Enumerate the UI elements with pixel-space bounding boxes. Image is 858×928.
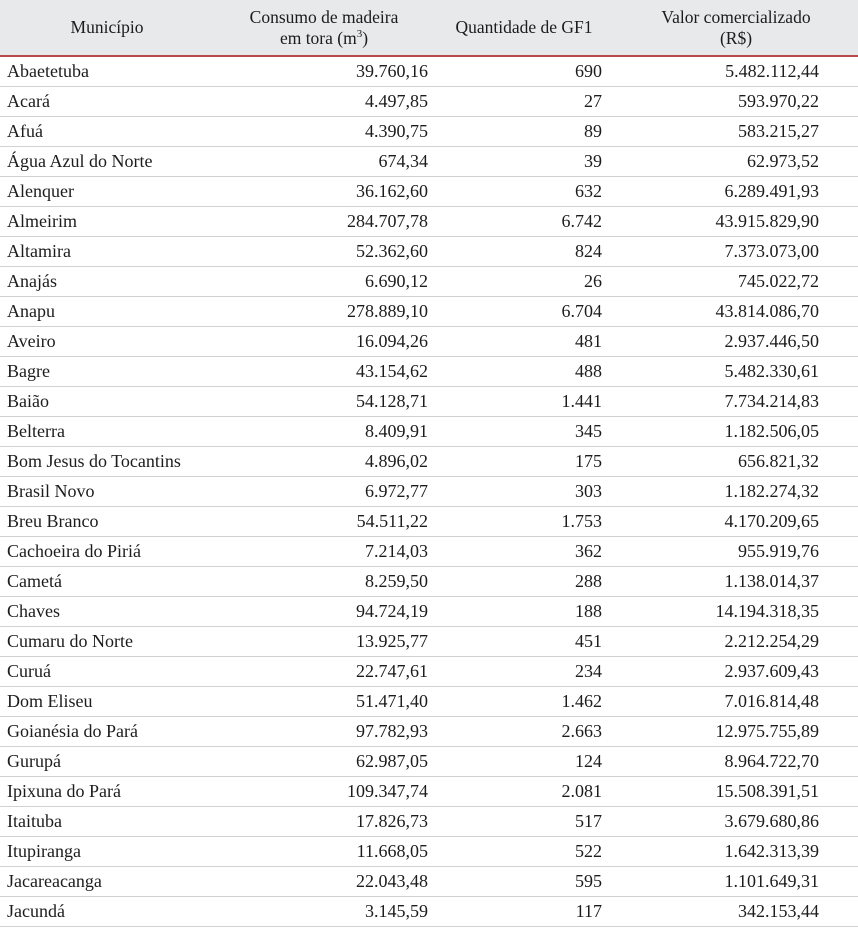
cell-valor: 1.182.274,32 xyxy=(614,477,858,507)
cell-valor: 3.679.680,86 xyxy=(614,807,858,837)
cell-consumo: 43.154,62 xyxy=(214,357,434,387)
table-body xyxy=(0,56,858,927)
cell-consumo: 54.511,22 xyxy=(214,507,434,537)
table-row xyxy=(0,117,858,147)
cell-valor: 15.508.391,51 xyxy=(614,777,858,807)
table-row xyxy=(0,507,858,537)
table-row xyxy=(0,237,858,267)
cell-consumo: 109.347,74 xyxy=(214,777,434,807)
cell-gf1: 1.753 xyxy=(434,507,614,537)
cell-valor: 4.170.209,65 xyxy=(614,507,858,537)
table-row xyxy=(0,297,858,327)
table-row xyxy=(0,87,858,117)
cell-valor: 583.215,27 xyxy=(614,117,858,147)
cell-consumo: 8.259,50 xyxy=(214,567,434,597)
cell-consumo: 13.925,77 xyxy=(214,627,434,657)
cell-municipio: Curuá xyxy=(0,657,214,687)
cell-municipio: Almeirim xyxy=(0,207,214,237)
table-row xyxy=(0,627,858,657)
cell-gf1: 303 xyxy=(434,477,614,507)
cell-consumo: 6.972,77 xyxy=(214,477,434,507)
cell-consumo: 278.889,10 xyxy=(214,297,434,327)
cell-consumo: 4.896,02 xyxy=(214,447,434,477)
cell-municipio: Abaetetuba xyxy=(0,56,214,87)
cell-consumo: 6.690,12 xyxy=(214,267,434,297)
cell-consumo: 54.128,71 xyxy=(214,387,434,417)
cell-municipio: Chaves xyxy=(0,597,214,627)
header-consumo-sup: 3 xyxy=(356,27,363,40)
cell-consumo: 284.707,78 xyxy=(214,207,434,237)
table-row xyxy=(0,897,858,927)
cell-gf1: 6.742 xyxy=(434,207,614,237)
cell-municipio: Jacareacanga xyxy=(0,867,214,897)
table-row xyxy=(0,417,858,447)
header-valor-line1: Valor comercializado xyxy=(661,6,811,27)
cell-gf1: 124 xyxy=(434,747,614,777)
cell-municipio: Alenquer xyxy=(0,177,214,207)
cell-municipio: Cachoeira do Piriá xyxy=(0,537,214,567)
header-consumo-line1: Consumo de madeira xyxy=(249,6,399,27)
cell-gf1: 117 xyxy=(434,897,614,927)
cell-municipio: Brasil Novo xyxy=(0,477,214,507)
cell-valor: 5.482.112,44 xyxy=(614,56,858,87)
cell-municipio: Água Azul do Norte xyxy=(0,147,214,177)
header-consumo-line2: em tora (m xyxy=(279,27,357,48)
cell-gf1: 824 xyxy=(434,237,614,267)
cell-gf1: 39 xyxy=(434,147,614,177)
cell-valor: 7.016.814,48 xyxy=(614,687,858,717)
table-row xyxy=(0,657,858,687)
cell-gf1: 451 xyxy=(434,627,614,657)
cell-valor: 1.138.014,37 xyxy=(614,567,858,597)
cell-gf1: 1.441 xyxy=(434,387,614,417)
cell-valor: 656.821,32 xyxy=(614,447,858,477)
cell-gf1: 345 xyxy=(434,417,614,447)
cell-consumo: 17.826,73 xyxy=(214,807,434,837)
header-consumo-close: ) xyxy=(362,27,369,48)
cell-valor: 1.182.506,05 xyxy=(614,417,858,447)
cell-gf1: 488 xyxy=(434,357,614,387)
cell-municipio: Baião xyxy=(0,387,214,417)
table-row xyxy=(0,477,858,507)
cell-valor: 8.964.722,70 xyxy=(614,747,858,777)
table-row xyxy=(0,267,858,297)
cell-valor: 2.937.446,50 xyxy=(614,327,858,357)
cell-consumo: 7.214,03 xyxy=(214,537,434,567)
cell-valor: 745.022,72 xyxy=(614,267,858,297)
cell-valor: 62.973,52 xyxy=(614,147,858,177)
table-row xyxy=(0,207,858,237)
cell-municipio: Itaituba xyxy=(0,807,214,837)
cell-consumo: 8.409,91 xyxy=(214,417,434,447)
table-row xyxy=(0,537,858,567)
cell-municipio: Bagre xyxy=(0,357,214,387)
cell-gf1: 595 xyxy=(434,867,614,897)
table-row xyxy=(0,717,858,747)
cell-consumo: 36.162,60 xyxy=(214,177,434,207)
cell-gf1: 288 xyxy=(434,567,614,597)
table-row xyxy=(0,807,858,837)
header-row xyxy=(0,0,858,56)
cell-valor: 12.975.755,89 xyxy=(614,717,858,747)
cell-municipio: Itupiranga xyxy=(0,837,214,867)
cell-consumo: 39.760,16 xyxy=(214,56,434,87)
cell-consumo: 22.747,61 xyxy=(214,657,434,687)
header-gf1 xyxy=(434,0,614,56)
cell-valor: 6.289.491,93 xyxy=(614,177,858,207)
table-row xyxy=(0,687,858,717)
header-consumo xyxy=(214,0,434,56)
cell-municipio: Dom Eliseu xyxy=(0,687,214,717)
cell-gf1: 2.081 xyxy=(434,777,614,807)
cell-valor: 5.482.330,61 xyxy=(614,357,858,387)
cell-gf1: 522 xyxy=(434,837,614,867)
cell-consumo: 51.471,40 xyxy=(214,687,434,717)
table-row xyxy=(0,447,858,477)
cell-gf1: 517 xyxy=(434,807,614,837)
cell-municipio: Afuá xyxy=(0,117,214,147)
cell-gf1: 89 xyxy=(434,117,614,147)
cell-gf1: 175 xyxy=(434,447,614,477)
table-row xyxy=(0,837,858,867)
cell-municipio: Breu Branco xyxy=(0,507,214,537)
table-row xyxy=(0,327,858,357)
cell-valor: 14.194.318,35 xyxy=(614,597,858,627)
cell-valor: 1.101.649,31 xyxy=(614,867,858,897)
cell-consumo: 94.724,19 xyxy=(214,597,434,627)
cell-consumo: 97.782,93 xyxy=(214,717,434,747)
cell-municipio: Jacundá xyxy=(0,897,214,927)
cell-valor: 2.212.254,29 xyxy=(614,627,858,657)
cell-gf1: 690 xyxy=(434,56,614,87)
cell-consumo: 4.390,75 xyxy=(214,117,434,147)
table-row xyxy=(0,387,858,417)
table-row xyxy=(0,747,858,777)
header-gf1-label: Quantidade de GF1 xyxy=(455,17,593,37)
table-row xyxy=(0,357,858,387)
table-row xyxy=(0,147,858,177)
cell-municipio: Anapu xyxy=(0,297,214,327)
cell-municipio: Anajás xyxy=(0,267,214,297)
cell-consumo: 674,34 xyxy=(214,147,434,177)
header-municipio xyxy=(0,0,214,56)
cell-gf1: 27 xyxy=(434,87,614,117)
cell-municipio: Belterra xyxy=(0,417,214,447)
cell-gf1: 1.462 xyxy=(434,687,614,717)
cell-municipio: Acará xyxy=(0,87,214,117)
cell-municipio: Altamira xyxy=(0,237,214,267)
cell-gf1: 234 xyxy=(434,657,614,687)
cell-municipio: Aveiro xyxy=(0,327,214,357)
cell-gf1: 188 xyxy=(434,597,614,627)
cell-gf1: 362 xyxy=(434,537,614,567)
cell-municipio: Cametá xyxy=(0,567,214,597)
table-row xyxy=(0,567,858,597)
cell-valor: 43.915.829,90 xyxy=(614,207,858,237)
table-row xyxy=(0,597,858,627)
cell-gf1: 632 xyxy=(434,177,614,207)
cell-municipio: Cumaru do Norte xyxy=(0,627,214,657)
header-valor-line2: (R$) xyxy=(719,27,753,48)
cell-gf1: 26 xyxy=(434,267,614,297)
cell-consumo: 4.497,85 xyxy=(214,87,434,117)
cell-valor: 7.734.214,83 xyxy=(614,387,858,417)
cell-valor: 43.814.086,70 xyxy=(614,297,858,327)
cell-valor: 2.937.609,43 xyxy=(614,657,858,687)
cell-consumo: 62.987,05 xyxy=(214,747,434,777)
cell-consumo: 3.145,59 xyxy=(214,897,434,927)
cell-gf1: 481 xyxy=(434,327,614,357)
cell-municipio: Bom Jesus do Tocantins xyxy=(0,447,214,477)
cell-consumo: 22.043,48 xyxy=(214,867,434,897)
cell-valor: 955.919,76 xyxy=(614,537,858,567)
cell-consumo: 16.094,26 xyxy=(214,327,434,357)
table-row xyxy=(0,177,858,207)
header-valor xyxy=(614,0,858,56)
cell-municipio: Ipixuna do Pará xyxy=(0,777,214,807)
cell-consumo: 11.668,05 xyxy=(214,837,434,867)
table-row xyxy=(0,56,858,87)
cell-municipio: Goianésia do Pará xyxy=(0,717,214,747)
cell-gf1: 6.704 xyxy=(434,297,614,327)
table-row xyxy=(0,867,858,897)
cell-valor: 7.373.073,00 xyxy=(614,237,858,267)
cell-valor: 1.642.313,39 xyxy=(614,837,858,867)
cell-consumo: 52.362,60 xyxy=(214,237,434,267)
table-row xyxy=(0,777,858,807)
table-header xyxy=(0,0,858,56)
cell-municipio: Gurupá xyxy=(0,747,214,777)
cell-valor: 342.153,44 xyxy=(614,897,858,927)
header-municipio-label: Município xyxy=(70,17,144,37)
cell-valor: 593.970,22 xyxy=(614,87,858,117)
cell-gf1: 2.663 xyxy=(434,717,614,747)
